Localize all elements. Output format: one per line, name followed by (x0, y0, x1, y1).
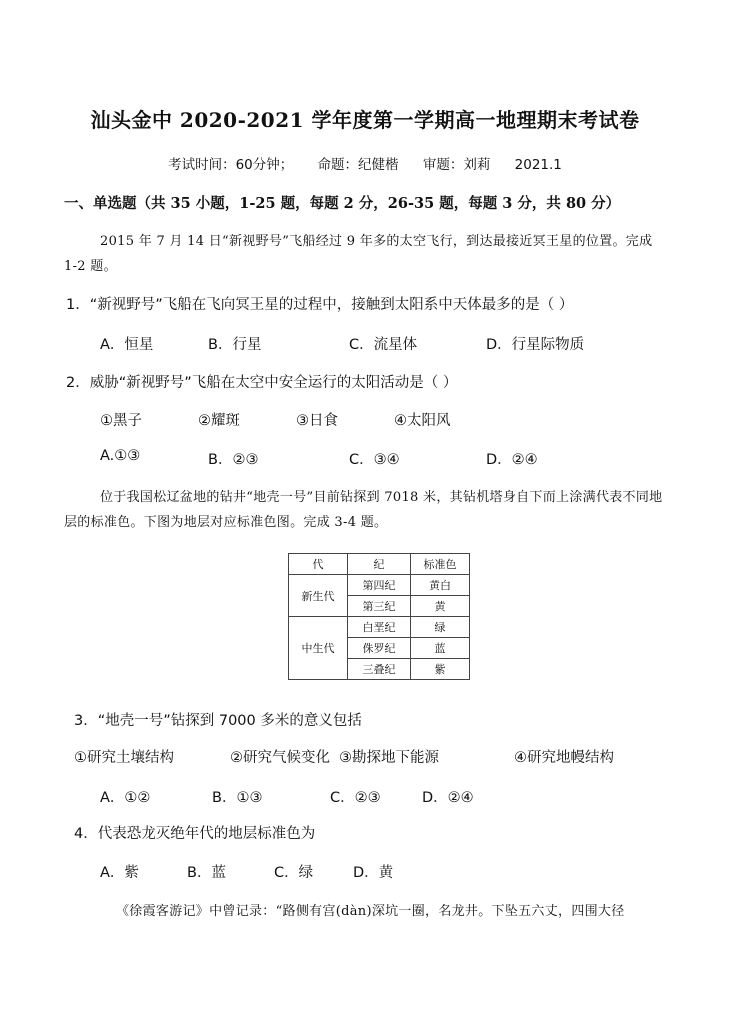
question-3-stem: 3．“地壳一号”钻探到 7000 多米的意义包括 (74, 713, 362, 729)
q3-option-d[interactable]: D．②④ (422, 790, 474, 806)
exam-reviewer: 审题：刘莉 (422, 157, 491, 173)
strata-color-table (288, 553, 470, 680)
q3-option-b[interactable]: B．①③ (212, 790, 263, 806)
era-cenozoic: 新生代 (289, 575, 348, 617)
period-cell: 第三纪 (348, 596, 411, 617)
q3-item-3: ③勘探地下能源 (339, 750, 439, 766)
q1-option-a[interactable]: A．恒星 (100, 337, 154, 353)
exam-author: 命题：纪健楷 (317, 157, 399, 173)
q4-option-b[interactable]: B．蓝 (187, 865, 226, 881)
q3-option-c[interactable]: C．②③ (330, 790, 381, 806)
table-row (289, 617, 470, 638)
section-heading: 一、单选题（共 35 小题，1-25 题，每题 2 分，26-35 题，每题 3 分，共 80 分） (64, 195, 621, 212)
q4-option-a[interactable]: A．紫 (100, 865, 139, 881)
q2-option-a[interactable]: A.①③ (100, 448, 141, 464)
q4-option-c[interactable]: C．绿 (274, 865, 314, 881)
question-2-stem: 2．威胁“新视野号”飞船在太空中安全运行的太阳活动是（ ） (66, 375, 458, 391)
q2-option-b[interactable]: B．②③ (208, 452, 259, 468)
question-4-stem: 4．代表恐龙灭绝年代的地层标准色为 (74, 826, 316, 842)
q2-option-c[interactable]: C．③④ (349, 452, 400, 468)
exam-time: 考试时间：60分钟； (168, 157, 294, 173)
color-cell: 黄白 (411, 575, 470, 596)
period-cell: 第四纪 (348, 575, 411, 596)
q2-item-4: ④太阳风 (394, 413, 451, 429)
q2-option-d[interactable]: D．②④ (486, 452, 538, 468)
era-mesozoic: 中生代 (289, 617, 348, 680)
q3-item-1: ①研究土壤结构 (74, 750, 174, 766)
q3-item-4: ④研究地幔结构 (514, 750, 614, 766)
header-period: 纪 (348, 554, 411, 575)
color-cell: 蓝 (411, 638, 470, 659)
q3-option-a[interactable]: A．①② (100, 790, 151, 806)
exam-meta (0, 153, 730, 173)
color-cell: 黄 (411, 596, 470, 617)
color-cell: 绿 (411, 617, 470, 638)
q2-item-1: ①黑子 (100, 413, 142, 429)
passage-1: 2015 年 7 月 14 日“新视野号”飞船经过 9 年多的太空飞行，到达最接近冥王星的位置。完成 1-2 题。 (64, 234, 653, 274)
q2-item-2: ②耀斑 (198, 413, 240, 429)
period-cell: 白垩纪 (348, 617, 411, 638)
exam-date: 2021.1 (514, 157, 562, 173)
passage-2: 位于我国松辽盆地的钻井“地壳一号”目前钻探到 7018 米，其钻机塔身自下而上涂满代表不同地层的标准色。下图为地层对应标准色图。完成 3-4 题。 (64, 490, 663, 530)
q1-option-d[interactable]: D．行星际物质 (486, 337, 585, 353)
table-row (289, 575, 470, 596)
header-color: 标准色 (411, 554, 470, 575)
period-cell: 三叠纪 (348, 659, 411, 680)
header-era: 代 (289, 554, 348, 575)
exam-title: 汕头金中 2020-2021 学年度第一学期高一地理期末考试卷 (90, 108, 640, 132)
passage-3: 《徐霞客游记》中曾记录：“路侧有宫(dàn)深坑一圈，名龙井。下坠五六丈，四围大径 (116, 904, 625, 919)
question-1-stem: 1．“新视野号”飞船在飞向冥王星的过程中，接触到太阳系中天体最多的是（ ） (66, 297, 574, 313)
q2-item-3: ③日食 (296, 413, 338, 429)
period-cell: 侏罗纪 (348, 638, 411, 659)
color-cell: 紫 (411, 659, 470, 680)
q1-option-c[interactable]: C．流星体 (349, 337, 418, 353)
q3-item-2: ②研究气候变化 (230, 750, 330, 766)
q4-option-d[interactable]: D．黄 (353, 865, 394, 881)
q1-option-b[interactable]: B．行星 (208, 337, 262, 353)
table-header-row (289, 554, 470, 575)
